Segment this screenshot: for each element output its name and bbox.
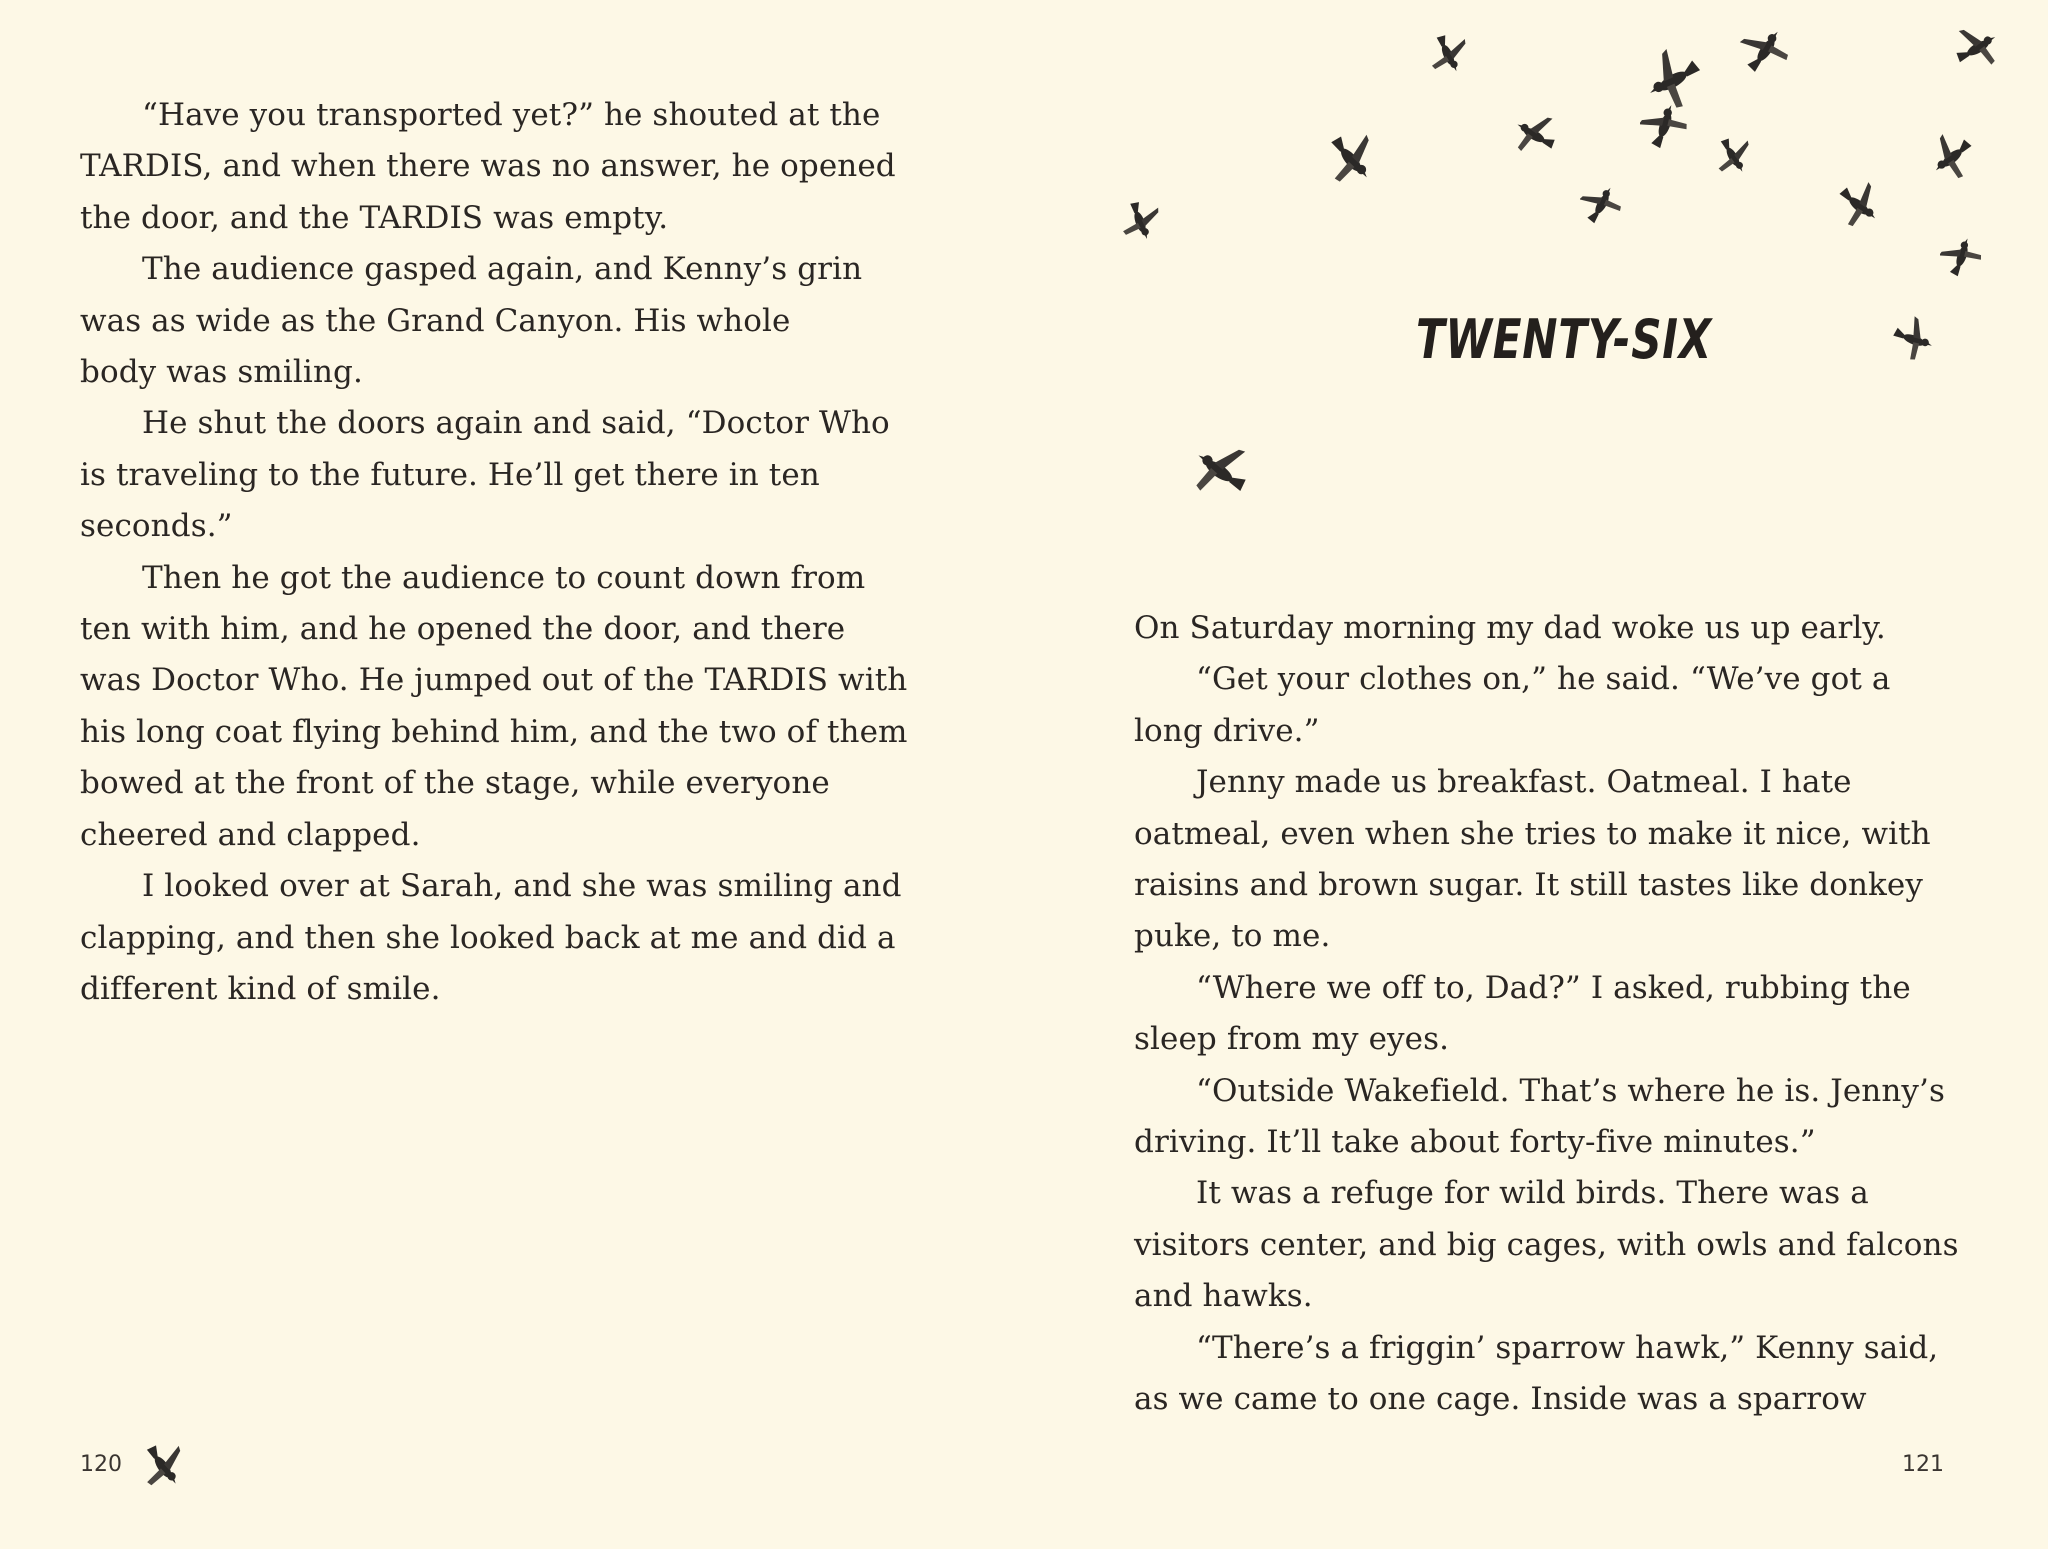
text-line: “There’s a friggin’ sparrow hawk,” Kenny said,	[1196, 1329, 1939, 1366]
text-line: “Have you transported yet?” he shouted at the	[142, 97, 881, 133]
text-line: It was a refuge for wild birds. There was a	[1196, 1175, 1869, 1212]
bird-icon	[1880, 316, 1948, 364]
text-line: bowed at the front of the stage, while everyone	[80, 765, 830, 802]
text-line: different kind of smile.	[80, 970, 441, 1007]
text-line: driving. It’ll take about forty-five minutes.”	[1134, 1124, 1816, 1161]
text-line: seconds.”	[80, 508, 233, 545]
text-line: cheered and clapped.	[80, 816, 421, 853]
bird-icon	[1580, 180, 1624, 228]
paragraph	[80, 861, 940, 1015]
text-line: Then he got the audience to count down from	[142, 559, 866, 596]
text-line: “Where we off to, Dad?” I asked, rubbing the	[1196, 969, 1911, 1006]
page-number-right: 121	[1902, 1452, 1944, 1477]
left-page-text	[80, 90, 940, 1015]
paragraph	[1134, 1323, 2014, 1426]
text-line: and hawks.	[1134, 1278, 1313, 1315]
text-line: “Get your clothes on,” he said. “We’ve got a	[1196, 661, 1891, 698]
text-line: raisins and brown sugar. It still tastes like donkey	[1134, 867, 1923, 904]
paragraph	[1134, 757, 2014, 963]
text-line: was as wide as the Grand Canyon. His whole	[80, 302, 791, 339]
text-line: TARDIS, and when there was no answer, he opened	[80, 148, 896, 185]
text-line: his long coat flying behind him, and the two of them	[80, 713, 908, 750]
text-line: as we came to one cage. Inside was a sparrow	[1134, 1381, 1867, 1418]
bird-icon	[1186, 438, 1252, 504]
text-line: clapping, and then she looked back at me and did a	[80, 919, 896, 956]
bird-icon	[1950, 22, 2006, 74]
text-line: body was smiling.	[80, 354, 363, 391]
paragraph	[80, 90, 940, 244]
paragraph	[80, 398, 940, 552]
text-line: “Outside Wakefield. That’s where he is. Jenny’s	[1196, 1072, 1945, 1109]
text-line: ten with him, and he opened the door, and there	[80, 611, 846, 648]
bird-icon	[1924, 132, 1980, 184]
text-line: I looked over at Sarah, and she was smiling and	[142, 868, 902, 905]
right-page-text	[1134, 603, 2014, 1426]
text-line: oatmeal, even when she tries to make it nice, with	[1134, 815, 1931, 852]
paragraph	[1134, 1066, 2014, 1169]
right-page	[1024, 0, 2048, 1549]
chapter-title: TWENTY-SIX	[1416, 308, 1713, 371]
text-line: puke, to me.	[1134, 918, 1331, 955]
text-line: was Doctor Who. He jumped out of the TARDIS with	[80, 662, 908, 699]
bird-icon	[1506, 110, 1562, 160]
text-line: the door, and the TARDIS was empty.	[80, 199, 669, 236]
bird-icon	[1118, 198, 1162, 246]
bird-icon	[1940, 230, 1984, 282]
bird-icon	[1740, 22, 1792, 78]
text-line: is traveling to the future. He’ll get there in ten	[80, 456, 820, 493]
paragraph	[1134, 1168, 2014, 1322]
text-line: On Saturday morning my dad woke us up early.	[1134, 610, 1886, 646]
paragraph	[1134, 963, 2014, 1066]
page-number-left: 120	[80, 1452, 122, 1477]
paragraph	[80, 244, 940, 398]
bird-icon	[1322, 130, 1380, 190]
text-line: He shut the doors again and said, “Doctor Who	[142, 405, 890, 442]
paragraph	[80, 553, 940, 861]
bird-icon	[1834, 180, 1884, 232]
text-line: sleep from my eyes.	[1134, 1021, 1450, 1058]
bird-icon	[1426, 30, 1470, 80]
text-line: visitors center, and big cages, with owls and falcons	[1134, 1226, 1959, 1263]
text-line: long drive.”	[1134, 712, 1320, 749]
text-line: Jenny made us breakfast. Oatmeal. I hate	[1196, 764, 1852, 801]
bird-icon	[1640, 92, 1690, 158]
paragraph	[1134, 603, 2014, 654]
bird-icon	[1712, 132, 1754, 182]
text-line: The audience gasped again, and Kenny’s grin	[142, 251, 863, 288]
paragraph	[1134, 654, 2014, 757]
bird-icon	[138, 1440, 188, 1494]
